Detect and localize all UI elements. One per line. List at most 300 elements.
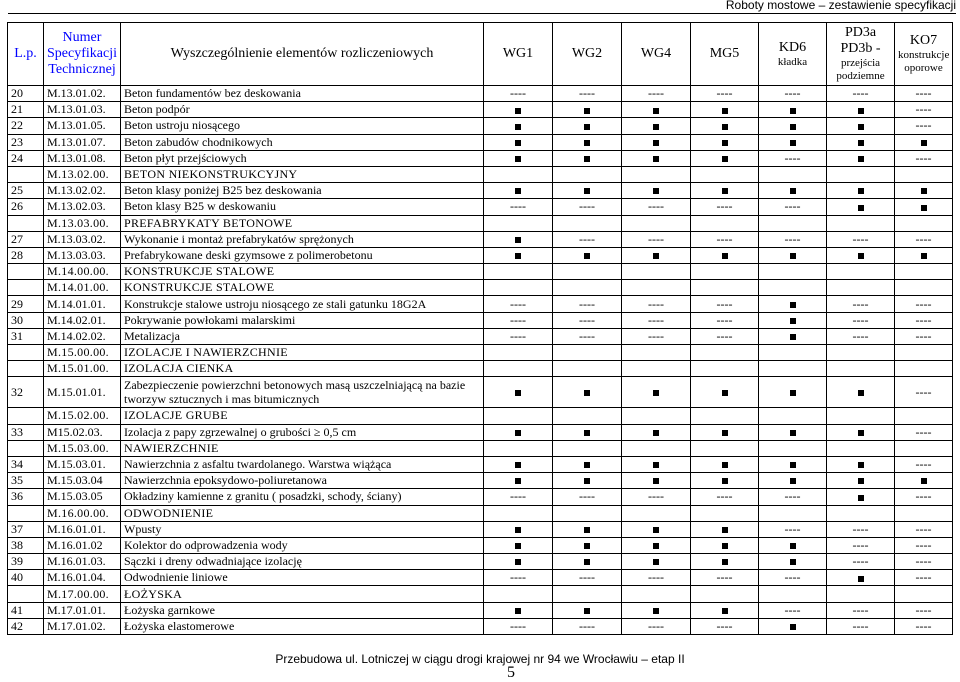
- row-cell: [759, 280, 827, 296]
- header-pd3: [827, 23, 895, 86]
- applicable-mark-cell: [691, 554, 759, 570]
- row-cell: [691, 264, 759, 280]
- table-row: [8, 473, 953, 489]
- row-cell: [484, 586, 553, 602]
- applicable-mark-cell: [553, 602, 622, 618]
- applicable-mark-cell: [553, 473, 622, 489]
- row-cell: ----: [622, 296, 691, 312]
- applicable-square-icon: [722, 124, 728, 130]
- row-cell: [691, 586, 759, 602]
- row-cell: ----: [895, 570, 953, 586]
- applicable-square-icon: [722, 608, 728, 614]
- header-pd3-title: PD3a PD3b -: [840, 25, 881, 56]
- row-code: M.13.02.00.: [44, 166, 121, 182]
- applicable-square-icon: [653, 108, 659, 114]
- row-cell: ----: [622, 199, 691, 215]
- table-row: [8, 489, 953, 505]
- row-name: Prefabrykowane deski gzymsowe z polimerobetonu: [121, 247, 484, 263]
- row-cell: ----: [553, 296, 622, 312]
- row-code: M.15.03.04: [44, 473, 121, 489]
- row-cell: [759, 408, 827, 424]
- row-cell: [622, 264, 691, 280]
- applicable-square-icon: [515, 237, 521, 243]
- row-cell: ----: [759, 602, 827, 618]
- row-lp: 35: [8, 473, 44, 489]
- table-row: [8, 377, 953, 408]
- row-name: KONSTRUKCJE STALOWE: [121, 280, 484, 296]
- row-cell: [691, 166, 759, 182]
- row-cell: [484, 166, 553, 182]
- row-lp: 28: [8, 247, 44, 263]
- applicable-square-icon: [790, 334, 796, 340]
- applicable-mark-cell: [759, 554, 827, 570]
- row-name: Beton zabudów chodnikowych: [121, 134, 484, 150]
- row-lp: [8, 408, 44, 424]
- applicable-mark-cell: [622, 247, 691, 263]
- applicable-square-icon: [515, 140, 521, 146]
- row-name: Konstrukcje stalowe ustroju niosącego ze stali gatunku 18G2A: [121, 296, 484, 312]
- applicable-mark-cell: [827, 118, 895, 134]
- row-name: ŁOŻYSKA: [121, 586, 484, 602]
- row-lp: 22: [8, 118, 44, 134]
- row-code: M.15.01.00.: [44, 361, 121, 377]
- row-lp: [8, 280, 44, 296]
- applicable-mark-cell: [622, 424, 691, 440]
- applicable-mark-cell: [691, 424, 759, 440]
- table-row: [8, 618, 953, 634]
- header-kd6: [759, 23, 827, 86]
- row-cell: [691, 280, 759, 296]
- row-cell: ----: [895, 377, 953, 408]
- row-cell: ----: [827, 312, 895, 328]
- applicable-mark-cell: [553, 377, 622, 408]
- row-cell: [691, 440, 759, 456]
- applicable-square-icon: [858, 390, 864, 396]
- applicable-mark-cell: [759, 118, 827, 134]
- row-cell: ----: [895, 521, 953, 537]
- applicable-square-icon: [722, 430, 728, 436]
- row-name: PREFABRYKATY BETONOWE: [121, 215, 484, 231]
- table-row: [8, 86, 953, 102]
- row-cell: ----: [553, 312, 622, 328]
- row-cell: ----: [759, 521, 827, 537]
- row-cell: ----: [691, 618, 759, 634]
- row-cell: [895, 166, 953, 182]
- row-code: M.13.01.02.: [44, 86, 121, 102]
- row-cell: ----: [759, 570, 827, 586]
- applicable-square-icon: [858, 188, 864, 194]
- applicable-mark-cell: [484, 554, 553, 570]
- applicable-mark-cell: [759, 618, 827, 634]
- applicable-mark-cell: [553, 183, 622, 199]
- applicable-mark-cell: [827, 102, 895, 118]
- row-cell: ----: [553, 231, 622, 247]
- row-cell: [895, 361, 953, 377]
- row-code: M.15.03.01.: [44, 456, 121, 472]
- row-cell: ----: [553, 86, 622, 102]
- applicable-square-icon: [584, 527, 590, 533]
- applicable-mark-cell: [484, 183, 553, 199]
- row-cell: [895, 345, 953, 361]
- table-body: [8, 86, 953, 635]
- applicable-square-icon: [584, 188, 590, 194]
- applicable-square-icon: [858, 253, 864, 259]
- row-cell: [622, 440, 691, 456]
- row-cell: [895, 440, 953, 456]
- row-name: NAWIERZCHNIE: [121, 440, 484, 456]
- applicable-square-icon: [722, 543, 728, 549]
- row-cell: ----: [895, 328, 953, 344]
- row-cell: ----: [484, 296, 553, 312]
- applicable-square-icon: [790, 462, 796, 468]
- row-name: IZOLACJE GRUBE: [121, 408, 484, 424]
- applicable-square-icon: [584, 156, 590, 162]
- row-cell: [484, 345, 553, 361]
- row-cell: [759, 345, 827, 361]
- header-rule: [8, 13, 956, 14]
- applicable-square-icon: [653, 253, 659, 259]
- applicable-square-icon: [790, 430, 796, 436]
- row-name: BETON NIEKONSTRUKCYJNY: [121, 166, 484, 182]
- applicable-mark-cell: [484, 150, 553, 166]
- section-row: [8, 264, 953, 280]
- row-lp: [8, 166, 44, 182]
- row-cell: ----: [553, 328, 622, 344]
- row-cell: ----: [895, 489, 953, 505]
- row-cell: [484, 361, 553, 377]
- table-row: [8, 183, 953, 199]
- applicable-square-icon: [653, 543, 659, 549]
- row-cell: [691, 361, 759, 377]
- applicable-square-icon: [722, 478, 728, 484]
- applicable-mark-cell: [553, 150, 622, 166]
- row-cell: ----: [691, 312, 759, 328]
- row-name: Beton ustroju niosącego: [121, 118, 484, 134]
- applicable-mark-cell: [553, 134, 622, 150]
- row-cell: ----: [484, 199, 553, 215]
- row-cell: ----: [895, 86, 953, 102]
- row-code: M.17.01.01.: [44, 602, 121, 618]
- applicable-mark-cell: [484, 456, 553, 472]
- applicable-square-icon: [584, 462, 590, 468]
- row-name: Beton płyt przejściowych: [121, 150, 484, 166]
- row-lp: [8, 361, 44, 377]
- applicable-square-icon: [790, 478, 796, 484]
- row-code: M.15.03.00.: [44, 440, 121, 456]
- applicable-square-icon: [584, 124, 590, 130]
- row-lp: [8, 345, 44, 361]
- applicable-square-icon: [858, 495, 864, 501]
- section-row: [8, 440, 953, 456]
- applicable-mark-cell: [622, 102, 691, 118]
- table-row: [8, 456, 953, 472]
- row-cell: [691, 345, 759, 361]
- applicable-square-icon: [653, 462, 659, 468]
- applicable-square-icon: [790, 559, 796, 565]
- row-cell: ----: [895, 102, 953, 118]
- row-name: Metalizacja: [121, 328, 484, 344]
- row-name: Łożyska garnkowe: [121, 602, 484, 618]
- applicable-mark-cell: [895, 473, 953, 489]
- row-lp: [8, 586, 44, 602]
- row-lp: 21: [8, 102, 44, 118]
- row-lp: 32: [8, 377, 44, 408]
- row-cell: ----: [895, 618, 953, 634]
- applicable-square-icon: [515, 527, 521, 533]
- row-cell: [759, 586, 827, 602]
- row-code: M.14.01.00.: [44, 280, 121, 296]
- row-cell: [827, 505, 895, 521]
- applicable-mark-cell: [827, 473, 895, 489]
- row-lp: 31: [8, 328, 44, 344]
- row-cell: [622, 505, 691, 521]
- row-lp: 38: [8, 537, 44, 553]
- row-lp: 34: [8, 456, 44, 472]
- row-code: M.13.01.05.: [44, 118, 121, 134]
- row-cell: ----: [827, 521, 895, 537]
- applicable-square-icon: [790, 390, 796, 396]
- row-name: Beton klasy B25 w deskowaniu: [121, 199, 484, 215]
- row-cell: [484, 505, 553, 521]
- header-wg2: WG2: [553, 23, 622, 86]
- row-cell: [484, 280, 553, 296]
- applicable-square-icon: [790, 624, 796, 630]
- applicable-square-icon: [921, 478, 927, 484]
- row-code: M.13.02.03.: [44, 199, 121, 215]
- row-cell: [484, 440, 553, 456]
- row-cell: [759, 361, 827, 377]
- applicable-mark-cell: [484, 247, 553, 263]
- applicable-square-icon: [858, 156, 864, 162]
- applicable-mark-cell: [553, 102, 622, 118]
- applicable-mark-cell: [691, 150, 759, 166]
- row-cell: ----: [691, 489, 759, 505]
- applicable-square-icon: [921, 253, 927, 259]
- row-cell: [895, 505, 953, 521]
- footer-note: Przebudowa ul. Lotniczej w ciągu drogi krajowej nr 94 we Wrocławiu – etap II: [275, 652, 685, 666]
- row-cell: ----: [895, 150, 953, 166]
- row-name: Nawierzchnia z asfaltu twardolanego. Warstwa wiążąca: [121, 456, 484, 472]
- row-name: Sączki i dreny odwadniające izolację: [121, 554, 484, 570]
- applicable-mark-cell: [759, 312, 827, 328]
- row-cell: ----: [895, 602, 953, 618]
- applicable-mark-cell: [827, 570, 895, 586]
- row-name: Pokrywanie powłokami malarskimi: [121, 312, 484, 328]
- table-row: [8, 602, 953, 618]
- applicable-square-icon: [584, 253, 590, 259]
- applicable-mark-cell: [553, 118, 622, 134]
- row-cell: [895, 264, 953, 280]
- row-lp: 36: [8, 489, 44, 505]
- applicable-mark-cell: [484, 521, 553, 537]
- header-wg4: WG4: [622, 23, 691, 86]
- row-cell: [553, 280, 622, 296]
- row-cell: [553, 361, 622, 377]
- applicable-mark-cell: [827, 199, 895, 215]
- row-cell: ----: [895, 312, 953, 328]
- applicable-mark-cell: [759, 183, 827, 199]
- row-name: Odwodnienie liniowe: [121, 570, 484, 586]
- table-row: [8, 150, 953, 166]
- row-cell: [827, 264, 895, 280]
- row-code: M.17.00.00.: [44, 586, 121, 602]
- applicable-mark-cell: [553, 424, 622, 440]
- applicable-square-icon: [515, 608, 521, 614]
- applicable-square-icon: [921, 205, 927, 211]
- row-code: M.15.01.01.: [44, 377, 121, 408]
- row-cell: ----: [484, 489, 553, 505]
- applicable-mark-cell: [484, 537, 553, 553]
- applicable-square-icon: [515, 478, 521, 484]
- row-cell: ----: [759, 150, 827, 166]
- row-cell: [484, 408, 553, 424]
- row-cell: ----: [484, 570, 553, 586]
- row-cell: [484, 264, 553, 280]
- row-cell: ----: [691, 199, 759, 215]
- row-cell: ----: [484, 312, 553, 328]
- applicable-mark-cell: [895, 183, 953, 199]
- row-cell: ----: [484, 86, 553, 102]
- applicable-mark-cell: [622, 602, 691, 618]
- applicable-square-icon: [858, 140, 864, 146]
- row-lp: [8, 264, 44, 280]
- applicable-square-icon: [858, 205, 864, 211]
- applicable-mark-cell: [484, 231, 553, 247]
- header-ko7: [895, 23, 953, 86]
- row-cell: [484, 215, 553, 231]
- applicable-square-icon: [584, 559, 590, 565]
- row-cell: [622, 280, 691, 296]
- row-cell: ----: [827, 328, 895, 344]
- row-cell: ----: [759, 86, 827, 102]
- row-name: Nawierzchnia epoksydowo-poliuretanowa: [121, 473, 484, 489]
- row-cell: ----: [895, 231, 953, 247]
- applicable-square-icon: [722, 140, 728, 146]
- applicable-mark-cell: [553, 521, 622, 537]
- row-code: M.16.01.02: [44, 537, 121, 553]
- section-row: [8, 408, 953, 424]
- row-cell: ----: [827, 86, 895, 102]
- row-name: ODWODNIENIE: [121, 505, 484, 521]
- row-cell: ----: [827, 602, 895, 618]
- applicable-mark-cell: [759, 377, 827, 408]
- row-cell: ----: [759, 489, 827, 505]
- applicable-square-icon: [722, 108, 728, 114]
- row-cell: ----: [622, 570, 691, 586]
- applicable-mark-cell: [484, 602, 553, 618]
- applicable-mark-cell: [622, 377, 691, 408]
- applicable-mark-cell: [691, 456, 759, 472]
- row-code: M.13.03.02.: [44, 231, 121, 247]
- row-cell: [622, 166, 691, 182]
- row-lp: 40: [8, 570, 44, 586]
- applicable-square-icon: [515, 108, 521, 114]
- applicable-mark-cell: [759, 134, 827, 150]
- row-cell: ----: [553, 489, 622, 505]
- table-row: [8, 554, 953, 570]
- applicable-mark-cell: [759, 537, 827, 553]
- table-row: [8, 312, 953, 328]
- row-cell: [691, 215, 759, 231]
- row-cell: ----: [895, 537, 953, 553]
- table-row: [8, 134, 953, 150]
- row-code: M.17.01.02.: [44, 618, 121, 634]
- row-code: M.15.03.05: [44, 489, 121, 505]
- header-wg1: WG1: [484, 23, 553, 86]
- row-cell: [553, 345, 622, 361]
- applicable-mark-cell: [895, 247, 953, 263]
- applicable-mark-cell: [827, 456, 895, 472]
- applicable-mark-cell: [622, 118, 691, 134]
- applicable-mark-cell: [622, 554, 691, 570]
- row-cell: [827, 408, 895, 424]
- applicable-mark-cell: [691, 134, 759, 150]
- row-name: Zabezpieczenie powierzchni betonowych masą uszczelniającą na bazie tworzyw sztucznych i mas bitumicznych: [121, 377, 484, 408]
- row-cell: ----: [895, 296, 953, 312]
- table-row: [8, 537, 953, 553]
- row-cell: ----: [691, 296, 759, 312]
- row-name: KONSTRUKCJE STALOWE: [121, 264, 484, 280]
- applicable-mark-cell: [484, 134, 553, 150]
- row-cell: ----: [691, 328, 759, 344]
- row-cell: [691, 408, 759, 424]
- header-name: Wyszczególnienie elementów rozliczeniowych: [121, 23, 484, 86]
- row-lp: [8, 215, 44, 231]
- applicable-mark-cell: [622, 183, 691, 199]
- row-cell: [759, 505, 827, 521]
- row-cell: [895, 215, 953, 231]
- row-code: M.14.00.00.: [44, 264, 121, 280]
- applicable-mark-cell: [622, 537, 691, 553]
- section-row: [8, 215, 953, 231]
- row-cell: [553, 166, 622, 182]
- row-lp: 42: [8, 618, 44, 634]
- row-code: M.16.01.01.: [44, 521, 121, 537]
- row-cell: ----: [827, 231, 895, 247]
- row-cell: [759, 166, 827, 182]
- row-cell: ----: [827, 554, 895, 570]
- section-row: [8, 361, 953, 377]
- row-cell: ----: [827, 618, 895, 634]
- applicable-square-icon: [584, 140, 590, 146]
- row-cell: ----: [622, 328, 691, 344]
- row-cell: ----: [484, 618, 553, 634]
- table-row: [8, 231, 953, 247]
- row-cell: [895, 280, 953, 296]
- row-cell: ----: [622, 618, 691, 634]
- row-cell: ----: [691, 231, 759, 247]
- applicable-mark-cell: [759, 102, 827, 118]
- row-cell: ----: [622, 86, 691, 102]
- row-cell: [827, 345, 895, 361]
- applicable-mark-cell: [622, 473, 691, 489]
- applicable-square-icon: [653, 527, 659, 533]
- applicable-square-icon: [515, 462, 521, 468]
- applicable-mark-cell: [691, 102, 759, 118]
- applicable-mark-cell: [622, 521, 691, 537]
- row-cell: [895, 586, 953, 602]
- applicable-square-icon: [653, 140, 659, 146]
- applicable-square-icon: [790, 318, 796, 324]
- row-lp: [8, 440, 44, 456]
- applicable-square-icon: [858, 124, 864, 130]
- row-code: M.14.01.01.: [44, 296, 121, 312]
- row-code: M.15.02.00.: [44, 408, 121, 424]
- row-code: M.16.00.00.: [44, 505, 121, 521]
- applicable-square-icon: [858, 430, 864, 436]
- row-name: Beton fundamentów bez deskowania: [121, 86, 484, 102]
- applicable-square-icon: [921, 140, 927, 146]
